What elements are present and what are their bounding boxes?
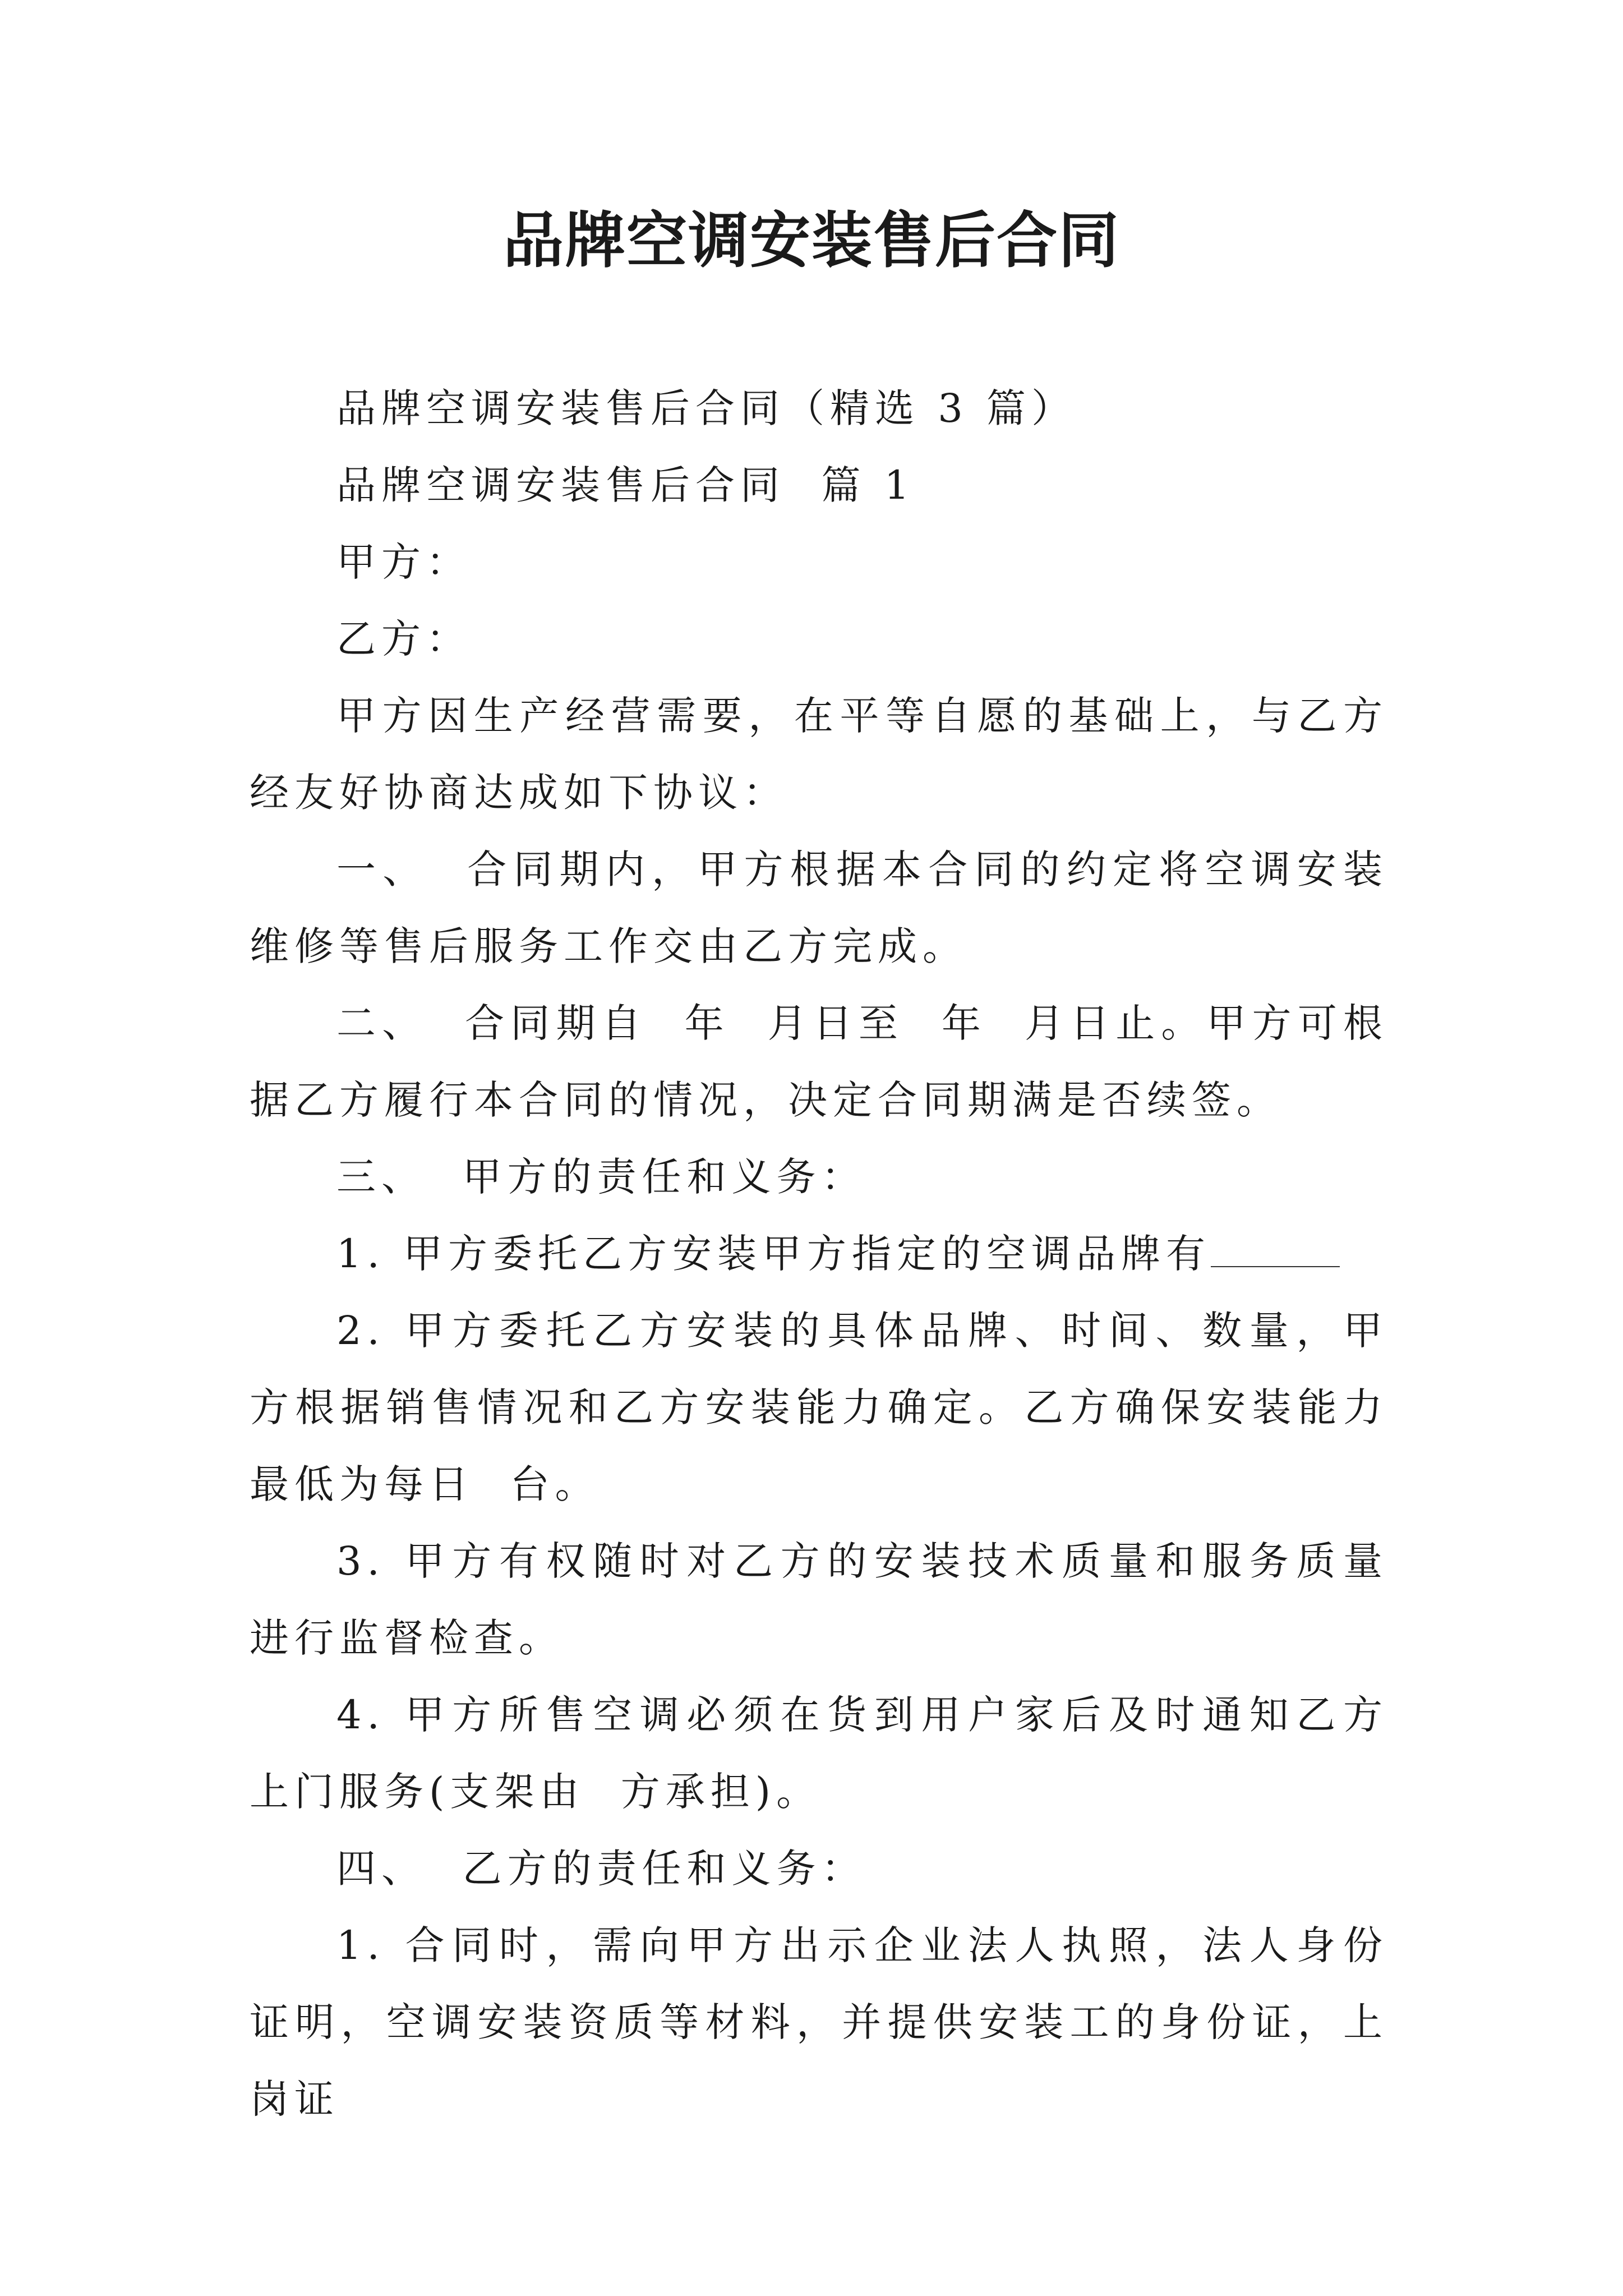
paragraph-preamble: 甲方因生产经营需要，在平等自愿的基础上，与乙方经友好协商达成如下协议： xyxy=(250,693,1388,816)
paragraph-clause-2: 二、 合同期自 年 月日至 年 月日止。甲方可根据乙方履行本合同的情况，决定合同期满是否续签。 xyxy=(250,1000,1388,1123)
paragraph-clause-4-item-1: 1. 合同时，需向甲方出示企业法人执照，法人身份证明，空调安装资质等材料，并提供安装工的身份证，上岗证 xyxy=(250,1922,1388,2122)
clause-3-item-1-text: 1. 甲方委托乙方安装甲方指定的空调品牌有 xyxy=(336,1231,1211,1277)
paragraph-clause-4-heading: 四、 乙方的责任和义务： xyxy=(336,1846,866,1892)
paragraph-party-b: 乙方： xyxy=(336,616,471,662)
paragraph-clause-3-item-4: 4. 甲方所售空调必须在货到用户家后及时通知乙方上门服务(支架由 方承担)。 xyxy=(250,1692,1388,1815)
document-body xyxy=(250,370,1388,2138)
paragraph-clause-3-heading: 三、 甲方的责任和义务： xyxy=(336,1154,866,1200)
paragraph-party-a: 甲方： xyxy=(336,539,471,585)
paragraph-section-heading: 品牌空调安装售后合同 篇 1 xyxy=(336,462,915,508)
paragraph-clause-3-item-1 xyxy=(250,1216,1388,1292)
document-title: 品牌空调安装售后合同 xyxy=(502,206,1120,276)
fill-in-blank xyxy=(1211,1227,1340,1267)
paragraph-subtitle: 品牌空调安装售后合同（精选 3 篇） xyxy=(336,385,1077,431)
paragraph-clause-3-item-3: 3. 甲方有权随时对乙方的安装技术质量和服务质量进行监督检查。 xyxy=(250,1538,1388,1661)
paragraph-clause-1: 一、 合同期内，甲方根据本合同的约定将空调安装维修等售后服务工作交由乙方完成。 xyxy=(250,846,1388,969)
paragraph-clause-3-item-2: 2. 甲方委托乙方安装的具体品牌、时间、数量，甲方根据销售情况和乙方安装能力确定。乙方确保安装能力最低为每日 台。 xyxy=(250,1308,1388,1507)
